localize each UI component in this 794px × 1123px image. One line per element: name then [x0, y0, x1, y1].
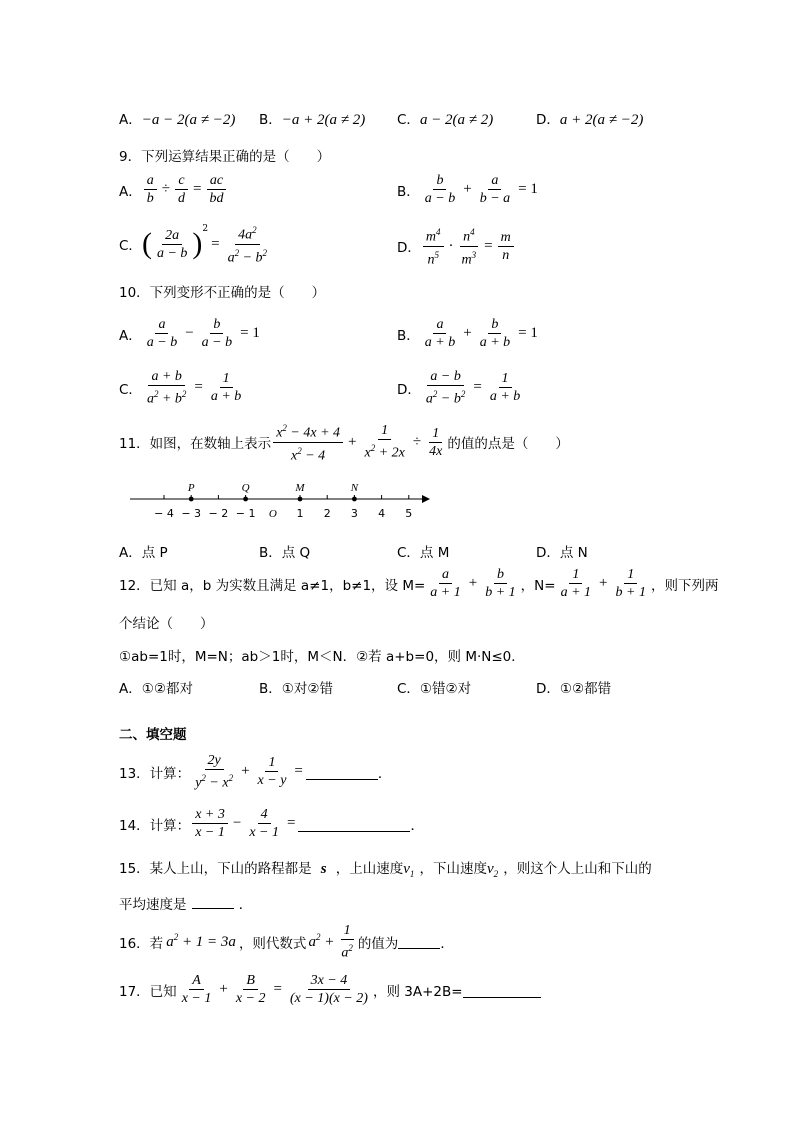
q9-option-d: D． $\frac{m^4}{n^5}$ · $\frac{n^4}{m^3}$ = $\frac{m}{n}$ — [397, 224, 516, 268]
q8-option-c-expr: a − 2(a ≠ 2) — [419, 112, 494, 128]
q8-option-c-label: C． — [397, 112, 420, 128]
q12-stem-suffix: ，则下列两 — [650, 577, 719, 594]
fraction: $\frac{1}{x - y}$ — [257, 755, 287, 789]
fraction: $\frac{b}{a - b}$ — [424, 173, 456, 206]
q15-text-line2: 平均速度是 — [119, 897, 187, 913]
q10-option-d: D． $\frac{a - b}{a^2 - b^2}$ = $\frac{1}{a + b}$ — [397, 368, 525, 408]
q9-d-label: D． — [397, 240, 421, 257]
q11-option-c: C．点 M — [397, 545, 450, 561]
fraction: $\frac{x^2 - 4x + 4}{x^2 - 4}$ — [273, 420, 343, 464]
q17: 17．已知 $\frac{A}{x - 1}$ + $\frac{B}{x - 2}$ = $\frac{3x - 4}{(x - 1)(x - 2)}$ ，则 3A+2B= — [119, 972, 541, 1007]
number-line-arrow — [422, 495, 430, 503]
q17-suffix: ，则 3A+2B= — [372, 983, 463, 1000]
q15-distance-s: s — [320, 861, 327, 877]
q15-answer-blank[interactable] — [192, 894, 234, 909]
fraction: $\frac{B}{x - 2}$ — [235, 973, 266, 1006]
q8-option-c — [397, 108, 493, 129]
q12-option-b: B．①对②错 — [259, 681, 333, 697]
q10-d-label: D． — [397, 381, 421, 398]
q15-text-d: ，则这个人上山和下山的 — [503, 861, 652, 877]
q15-text-b: ，上山速度 — [335, 861, 404, 877]
fraction: $\frac{2y}{y^2 - x^2}$ — [195, 753, 234, 791]
fraction: $\frac{m^4}{n^5}$ — [423, 224, 444, 268]
q10-option-a: A． $\frac{a}{a - b}$ − $\frac{b}{a - b}$ = 1 — [119, 317, 260, 350]
fraction: $\frac{a + b}{a^2 + b^2}$ — [146, 369, 187, 407]
q11-stem-prefix: 11．如图，在数轴上表示 — [119, 436, 272, 453]
q16-mid: ，则代数式 — [238, 935, 307, 952]
q8-option-d-label: D． — [536, 112, 560, 128]
fraction: $\frac{b}{b + 1}$ — [485, 567, 516, 600]
q16-prefix: 16．若 — [119, 935, 164, 952]
fraction: $\frac{1}{b + 1}$ — [615, 567, 646, 600]
number-line-point — [189, 497, 194, 502]
fraction: $\frac{4}{x - 1}$ — [249, 807, 279, 840]
number-line-tick-label: 3 — [350, 507, 358, 520]
q15-text-c: ，下山速度 — [419, 861, 487, 877]
q9-a-label: A． — [119, 183, 142, 200]
q13-prefix: 13．计算： — [119, 765, 191, 782]
fraction: $\frac{1}{a + b}$ — [210, 371, 242, 405]
q8-option-a-expr: −a − 2(a ≠ −2) — [141, 112, 236, 128]
fraction: $\frac{1}{a^2}$ — [341, 923, 353, 961]
number-line-point-label: Q — [241, 482, 250, 494]
fraction: $\frac{4a^2}{a^2 - b^2}$ — [225, 222, 270, 266]
q16: 16．若 $a^2 + 1 = 3a$ ，则代数式 $a^2$ + $\frac{1}{a^2}$ 的值为 ． — [119, 923, 454, 961]
q12-option-d: D．①②都错 — [536, 681, 612, 697]
fraction: $\frac{1}{a + b}$ — [489, 371, 521, 405]
q11-stem: 11．如图，在数轴上表示 $\frac{x^2 - 4x + 4}{x^2 - 4}$ + $\frac{1}{x^2 + 2x}$ ÷ $\frac{1}{4x}$ 的值的点是（ ） — [119, 420, 569, 464]
q16-suffix: 的值为 — [357, 935, 399, 952]
q12-stem: 12．已知 a，b 为实数且满足 a≠1，b≠1，设 M= $\frac{a}{a + 1}$ + $\frac{b}{b + 1}$ ，N= $\frac{1}{a + 1}$ + $\frac{1}{b + 1}$ ，则下列两 — [119, 567, 719, 600]
q8-option-b-label: B． — [259, 112, 282, 128]
fraction: $\frac{1}{4x}$ — [429, 425, 443, 459]
number-line-tick-label: − 4 — [154, 507, 174, 520]
number-line-tick-label: 1 — [296, 507, 304, 520]
number-line-points — [187, 482, 359, 501]
q17-prefix: 17．已知 — [119, 983, 177, 1000]
fraction: $\frac{m}{n}$ — [498, 229, 514, 264]
q10-b-label: B． — [397, 327, 420, 344]
number-line-tick-label: − 2 — [208, 507, 229, 520]
fraction: $\frac{2a}{a - b}$ — [156, 227, 188, 261]
q11-stem-suffix: 的值的点是（ ） — [447, 436, 569, 453]
section-title: 二、填空题 — [119, 727, 187, 743]
q8-option-d-expr: a + 2(a ≠ −2) — [559, 112, 644, 128]
number-line-point-label: P — [187, 482, 195, 494]
fraction: $\frac{a}{a - b}$ — [146, 317, 178, 350]
q12-stem-mid: ，N= — [520, 577, 556, 594]
fraction: $\frac{a}{a + b}$ — [424, 317, 456, 350]
q13-answer-blank[interactable] — [306, 763, 378, 780]
fraction: $\frac{x + 3}{x - 1}$ — [192, 806, 228, 841]
q12-option-c: C．①错②对 — [397, 681, 472, 697]
number-line-point — [298, 497, 303, 502]
fraction: $\frac{1}{a + 1}$ — [560, 567, 592, 600]
q8-option-b — [259, 108, 365, 129]
q9-option-c: C． ( $\frac{2a}{a - b}$ ) $^2$ = $\frac{4a^2}{a^2 - b^2}$ — [119, 222, 272, 266]
q9-c-label: C． — [119, 238, 142, 255]
q9-option-b: B． $\frac{b}{a - b}$ + $\frac{a}{b - a}$ = 1 — [397, 173, 538, 206]
q16-answer-blank[interactable] — [398, 934, 440, 949]
q12-conditions: ①ab=1时，M=N；ab＞1时，M＜N．②若 a+b=0，则 M·N≤0． — [119, 649, 525, 665]
q10-c-label: C． — [119, 381, 142, 398]
number-line — [126, 478, 436, 526]
fraction: $\frac{ac}{bd}$ — [206, 172, 226, 207]
number-line-tick-label: − 1 — [235, 507, 256, 520]
fraction: $\frac{a}{a + 1}$ — [430, 567, 461, 600]
q12-stem-prefix: 12．已知 a，b 为实数且满足 a≠1，b≠1，设 M= — [119, 577, 426, 594]
fraction: $\frac{a}{b - a}$ — [479, 173, 511, 206]
q14-prefix: 14．计算： — [119, 817, 191, 834]
q10-option-c: C． $\frac{a + b}{a^2 + b^2}$ = $\frac{1}{a + b}$ — [119, 368, 246, 408]
fraction: $\frac{1}{x^2 + 2x}$ — [364, 423, 405, 461]
q15-line2 — [119, 893, 252, 913]
number-line-tick-label: O — [268, 508, 277, 520]
q10-option-b: B． $\frac{a}{a + b}$ + $\frac{b}{a + b}$ = 1 — [397, 317, 538, 350]
q13: 13．计算： $\frac{2y}{y^2 - x^2}$ + $\frac{1}{x - y}$ = ． — [119, 753, 392, 791]
fraction: $\frac{a - b}{a^2 - b^2}$ — [425, 369, 466, 407]
q8-option-b-expr: −a + 2(a ≠ 2) — [281, 112, 366, 128]
number-line-point — [243, 497, 248, 502]
q10-stem: 10．下列变形不正确的是（ ） — [119, 285, 326, 301]
number-line-point-label: N — [350, 482, 359, 494]
q11-option-a: A．点 P — [119, 545, 168, 561]
fraction: $\frac{A}{x - 1}$ — [181, 973, 212, 1006]
q9-stem: 9．下列运算结果正确的是（ ） — [119, 149, 331, 165]
number-line-tick-label: 2 — [323, 507, 331, 520]
q9-b-label: B． — [397, 183, 420, 200]
q15-text-end: ． — [238, 897, 253, 913]
q8-option-d — [536, 108, 643, 129]
number-line-tick-label: − 3 — [181, 507, 202, 520]
q8-option-a-label: A． — [119, 112, 142, 128]
q15-line1: 15．某人上山，下山的路程都是 s ，上山速度$v_1$ ，下山速度$v_2$ ，则这个人上山和下山的 — [119, 861, 652, 879]
fraction: $\frac{c}{d}$ — [175, 172, 188, 207]
q15-text-a: 15．某人上山，下山的路程都是 — [119, 861, 312, 877]
q14: 14．计算： $\frac{x + 3}{x - 1}$ − $\frac{4}{x - 1}$ = ． — [119, 807, 424, 840]
q8-option-a — [119, 108, 235, 129]
q14-answer-blank[interactable] — [298, 815, 410, 832]
q14-suffix: ． — [410, 817, 424, 834]
q11-option-d: D．点 N — [536, 545, 588, 561]
number-line-tick-label: 4 — [378, 507, 386, 520]
fraction: $\frac{b}{a + b}$ — [479, 317, 511, 350]
number-line-point — [352, 497, 357, 502]
q16-end: ． — [440, 935, 454, 952]
q10-a-label: A． — [119, 327, 142, 344]
fraction: $\frac{b}{a - b}$ — [201, 317, 233, 350]
q9-option-a: A． $\frac{a}{b}$ ÷ $\frac{c}{d}$ = $\frac{ac}{bd}$ — [119, 172, 228, 207]
q12-stem-line2: 个结论（ ） — [119, 616, 214, 632]
number-line-tick-label: 5 — [405, 507, 413, 520]
q11-option-b: B．点 Q — [259, 545, 311, 561]
q17-answer-blank[interactable] — [463, 981, 541, 998]
q12-option-a: A．①②都对 — [119, 681, 193, 697]
fraction: $\frac{a}{b}$ — [144, 172, 157, 207]
fraction: $\frac{n^4}{m^3}$ — [459, 224, 480, 268]
fraction: $\frac{3x - 4}{(x - 1)(x - 2)}$ — [289, 973, 368, 1006]
q13-suffix: ． — [377, 765, 392, 782]
number-line-point-label: M — [295, 482, 305, 494]
